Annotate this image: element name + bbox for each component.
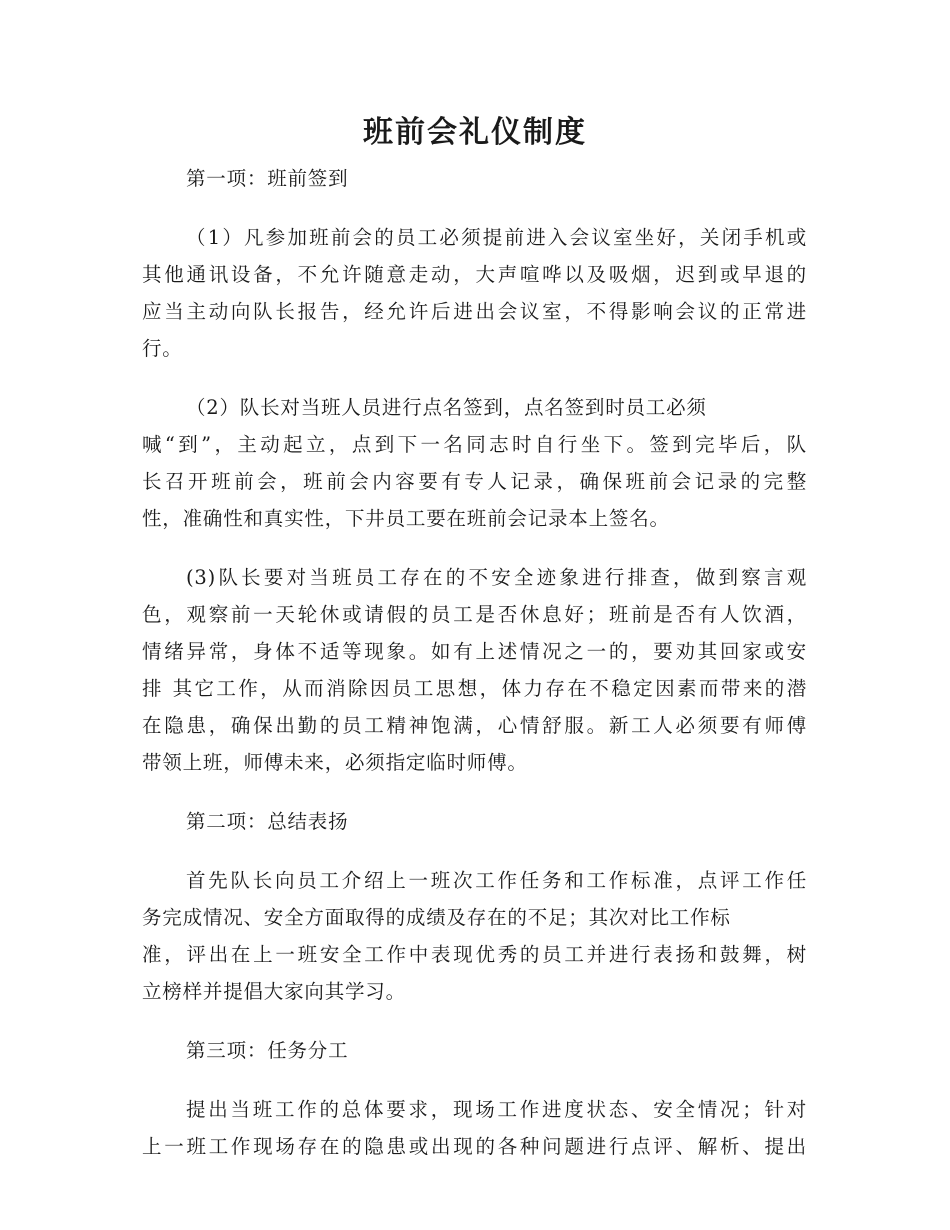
document-title: 班前会礼仪制度 <box>363 115 587 150</box>
paragraph <box>142 219 807 367</box>
text-line: 性，准确性和真实性，下井员工要在班前会记录本上签名。 <box>142 507 670 530</box>
text-line: 务完成情况、安全方面取得的成绩及存在的不足；其次对比工作标 <box>142 906 731 929</box>
text-line: 准，评出在上一班安全工作中表现优秀的员工并进行表扬和鼓舞，树 <box>142 943 807 966</box>
paragraph <box>142 559 807 781</box>
text-line: 喊“到”，主动起立，点到下一名同志时自行坐下。签到完毕后，队 <box>142 433 807 456</box>
text-line: 提出当班工作的总体要求，现场工作进度状态、安全情况；针对 <box>186 1098 807 1121</box>
text-line: （2）队长对当班人员进行点名签到，点名签到时员工必须 <box>186 396 707 419</box>
text-line: 立榜样并提倡大家向其学习。 <box>142 980 406 1003</box>
text-line: (3)队长要对当班员工存在的不安全迹象进行排查，做到察言观 <box>186 566 807 589</box>
text-line: 带领上班，师傅未来，必须指定临时师傅。 <box>142 751 528 774</box>
paragraph <box>142 389 807 537</box>
text-line: 应当主动向队长报告，经允许后进出会议室，不得影响会议的正常进 <box>142 300 807 323</box>
text-line: 长召开班前会，班前会内容要有专人记录，确保班前会记录的完整 <box>142 470 807 493</box>
paragraph <box>142 862 807 1010</box>
document-body <box>142 160 807 1187</box>
text-line: 排 其它工作，从而消除因员工思想，体力存在不稳定因素而带来的潜 <box>142 677 807 700</box>
text-line: 情绪异常，身体不适等现象。如有上述情况之一的，要劝其回家或安 <box>142 640 807 663</box>
text-line: 其他通讯设备，不允许随意走动，大声喧哗以及吸烟，迟到或早退的 <box>142 263 807 286</box>
text-line: 上一班工作现场存在的隐患或出现的各种问题进行点评、解析、提出 <box>142 1135 807 1158</box>
text-line: 在隐患，确保出勤的员工精神饱满，心情舒服。新工人必须要有师傅 <box>142 714 807 737</box>
text-line: 行。 <box>142 337 183 360</box>
text-line: （1）凡参加班前会的员工必须提前进入会议室坐好，关闭手机或 <box>186 226 807 249</box>
text-line: 色，观察前一天轮休或请假的员工是否休息好；班前是否有人饮酒， <box>142 603 807 626</box>
text-line: 首先队长向员工介绍上一班次工作任务和工作标准，点评工作任 <box>186 869 807 892</box>
paragraph <box>142 1091 807 1165</box>
section-heading: 第一项：班前签到 <box>186 167 349 190</box>
section-heading: 第三项：任务分工 <box>186 1039 349 1062</box>
section-heading: 第二项：总结表扬 <box>186 810 349 833</box>
